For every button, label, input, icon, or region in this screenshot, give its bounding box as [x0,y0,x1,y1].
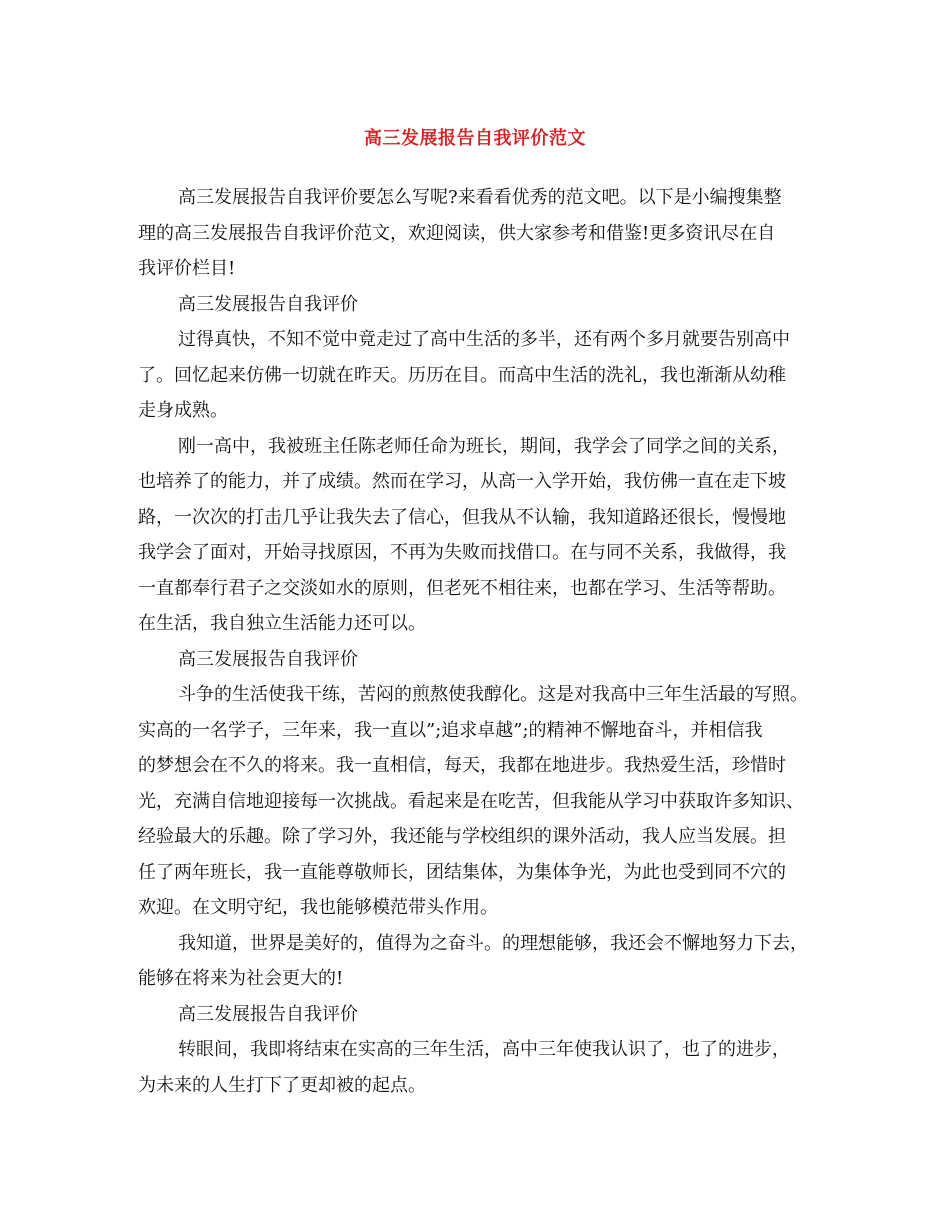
text-line: 高三发展报告自我评价 [178,1003,358,1025]
text-line: 高三发展报告自我评价要怎么写呢?来看看优秀的范文吧。以下是小编搜集整 [178,187,782,208]
text-line: 任了两年班长，我一直能尊敬师长，团结集体，为集体争光，为此也受到同不穴的 [138,861,786,883]
text-line: 我学会了面对，开始寻找原因，不再为失败而找借口。在与同不关系，我做得，我 [138,542,786,563]
text-line: 理的高三发展报告自我评价范文，欢迎阅读，供大家参考和借鉴!更多资讯尽在自 [138,222,776,244]
document-title: 高三发展报告自我评价范文 [364,128,586,149]
text-line: 在生活，我自独立生活能力还可以。 [138,613,426,634]
text-line: 欢迎。在文明守纪，我也能够模范带头作用。 [138,897,498,918]
text-line: 实高的一名学子，三年来，我一直以”;追求卓越”;的精神不懈地奋斗，并相信我 [138,719,763,741]
text-line: 高三发展报告自我评价 [178,648,358,670]
text-line: 我评价栏目! [138,258,236,279]
text-line: 能够在将来为社会更大的! [138,968,344,989]
text-line: 高三发展报告自我评价 [178,293,358,315]
document-body [138,180,818,1103]
text-line: 转眼间，我即将结束在实高的三年生活，高中三年使我认识了，也了的进步， [178,1039,790,1060]
text-line: 刚一高中，我被班主任陈老师任命为班长，期间，我学会了同学之间的关系， [178,435,790,457]
text-line: 了。回忆起来仿佛一切就在昨天。历历在目。而高中生活的洗礼，我也渐渐从幼稚 [138,364,786,386]
text-line: 我知道，世界是美好的，值得为之奋斗。的理想能够，我还会不懈地努力下去， [178,932,808,954]
text-line: 斗争的生活使我干练，苦闷的煎熬使我醇化。这是对我高中三年生活最的写照。 [178,684,808,705]
text-line: 的梦想会在不久的将来。我一直相信，每天，我都在地进步。我热爱生活，珍惜时 [138,755,786,776]
text-line: 过得真快，不知不觉中竟走过了高中生活的多半，还有两个多月就要告别高中 [178,329,790,350]
text-line: 为未来的人生打下了更却被的起点。 [138,1074,426,1096]
text-line: 经验最大的乐趣。除了学习外，我还能与学校组织的课外活动，我人应当发展。担 [138,826,786,847]
text-line: 也培养了的能力，并了成绩。然而在学习，从高一入学开始，我仿佛一直在走下坡 [138,471,786,492]
text-line: 路，一次次的打击几乎让我失去了信心，但我从不认输，我知道路还很长，慢慢地 [138,506,786,528]
text-line: 走身成熟。 [138,400,228,421]
text-line: 一直都奉行君子之交淡如水的原则，但老死不相往来，也都在学习、生活等帮助。 [138,577,786,599]
text-line: 光，充满自信地迎接每一次挑战。看起来是在吃苦，但我能从学习中获取许多知识、 [138,790,804,812]
